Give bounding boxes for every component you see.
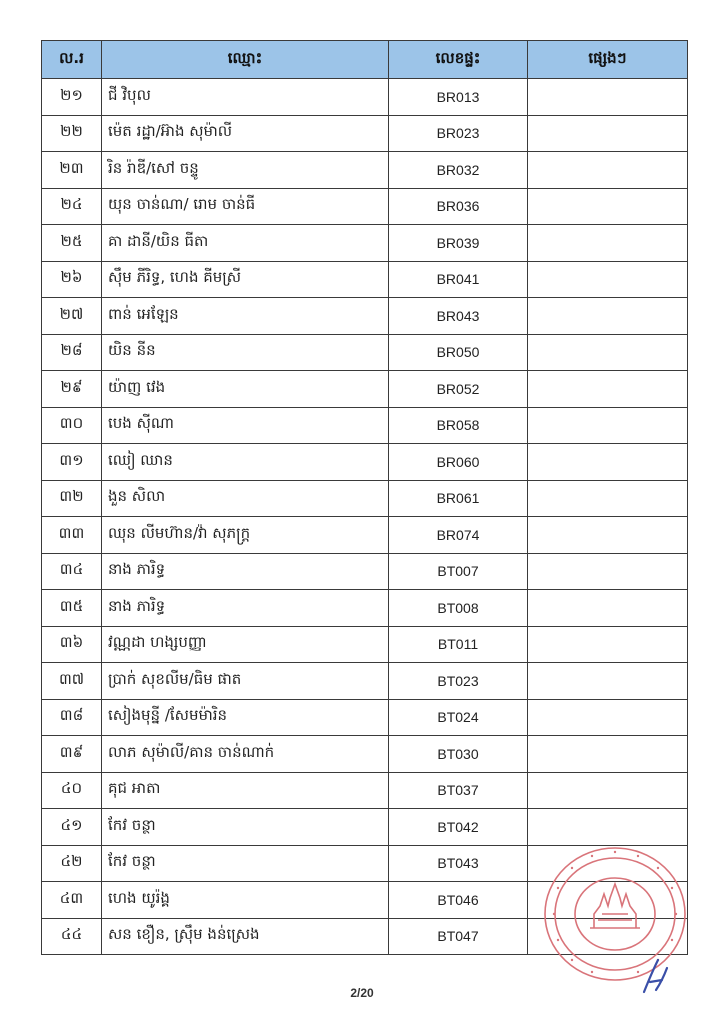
other-notes-cell <box>528 225 688 262</box>
row-number-cell: ៤២ <box>42 845 102 882</box>
other-notes-cell <box>528 407 688 444</box>
other-notes-cell <box>528 115 688 152</box>
other-notes-cell <box>528 809 688 846</box>
row-number-cell: ៣០ <box>42 407 102 444</box>
other-notes-cell <box>528 334 688 371</box>
house-number-cell: BT007 <box>389 553 528 590</box>
house-number-cell: BT043 <box>389 845 528 882</box>
table-row <box>42 480 688 517</box>
row-number-cell: ៤៤ <box>42 918 102 955</box>
resident-name-cell: លាភ សុម៉ាលី/គាន ចាន់ណាក់ <box>102 736 389 773</box>
resident-name-cell: ឈៀ ឈាន <box>102 444 389 481</box>
table-row <box>42 626 688 663</box>
table-row <box>42 298 688 335</box>
resident-name-cell: រិន រ៉ាឌី/សៅ ចន្ទូ <box>102 152 389 189</box>
resident-name-cell: នាង ភារិទ្ធ <box>102 553 389 590</box>
resident-name-cell: ជី វិបុល <box>102 79 389 116</box>
page-number: 2/20 <box>350 986 374 1000</box>
other-notes-cell <box>528 188 688 225</box>
table-row <box>42 79 688 116</box>
row-number-cell: ៤១ <box>42 809 102 846</box>
resident-name-cell: ឈុន លីមហ៊ាន/វ៉ា សុភក្រ្ត <box>102 517 389 554</box>
table-row <box>42 261 688 298</box>
other-notes-cell <box>528 553 688 590</box>
other-notes-cell <box>528 444 688 481</box>
table-header <box>42 41 688 79</box>
other-notes-cell <box>528 663 688 700</box>
house-number-cell: BT024 <box>389 699 528 736</box>
other-notes-cell <box>528 736 688 773</box>
header-row <box>42 41 688 79</box>
other-notes-cell <box>528 517 688 554</box>
resident-name-cell: វណ្ណដា ហង្សបញ្ញា <box>102 626 389 663</box>
table-row <box>42 334 688 371</box>
resident-name-cell: គា ដានី/យិន ធីតា <box>102 225 389 262</box>
table-row <box>42 772 688 809</box>
house-number-cell: BR039 <box>389 225 528 262</box>
table-row <box>42 809 688 846</box>
table-row <box>42 371 688 408</box>
resident-name-cell: សៀងមុន្នី /សែមម៉ារិន <box>102 699 389 736</box>
table-row <box>42 553 688 590</box>
house-number-cell: BT047 <box>389 918 528 955</box>
row-number-cell: ៣៦ <box>42 626 102 663</box>
house-number-cell: BT046 <box>389 882 528 919</box>
other-notes-cell <box>528 480 688 517</box>
house-number-cell: BR058 <box>389 407 528 444</box>
resident-name-cell: នាង ភារិទ្ធ <box>102 590 389 627</box>
house-number-cell: BR052 <box>389 371 528 408</box>
row-number-cell: ៣៥ <box>42 590 102 627</box>
header-house-number: លេខផ្ទះ <box>389 41 528 79</box>
row-number-cell: ៤៣ <box>42 882 102 919</box>
resident-table <box>41 40 688 955</box>
resident-name-cell: សន ខឿន, ស្រ៊ឹម ងន់ស្រេង <box>102 918 389 955</box>
house-number-cell: BR013 <box>389 79 528 116</box>
table-body <box>42 79 688 955</box>
resident-name-cell: ប្រាក់ សុខលីម/ធិម ផាត <box>102 663 389 700</box>
row-number-cell: ៣២ <box>42 480 102 517</box>
other-notes-cell <box>528 298 688 335</box>
house-number-cell: BT042 <box>389 809 528 846</box>
header-number: ល.រ <box>42 41 102 79</box>
row-number-cell: ២៧ <box>42 298 102 335</box>
house-number-cell: BR060 <box>389 444 528 481</box>
house-number-cell: BT037 <box>389 772 528 809</box>
house-number-cell: BR036 <box>389 188 528 225</box>
house-number-cell: BR023 <box>389 115 528 152</box>
house-number-cell: BT008 <box>389 590 528 627</box>
house-number-cell: BR050 <box>389 334 528 371</box>
table-row <box>42 736 688 773</box>
resident-name-cell: បេង ស៊ីណា <box>102 407 389 444</box>
header-other: ផ្សេងៗ <box>528 41 688 79</box>
other-notes-cell <box>528 371 688 408</box>
row-number-cell: ៣១ <box>42 444 102 481</box>
table-row <box>42 407 688 444</box>
table-row <box>42 663 688 700</box>
other-notes-cell <box>528 152 688 189</box>
other-notes-cell <box>528 699 688 736</box>
row-number-cell: ២៣ <box>42 152 102 189</box>
row-number-cell: ៤០ <box>42 772 102 809</box>
row-number-cell: ២៤ <box>42 188 102 225</box>
row-number-cell: ២៥ <box>42 225 102 262</box>
header-name: ឈ្មោះ <box>102 41 389 79</box>
other-notes-cell <box>528 772 688 809</box>
house-number-cell: BR074 <box>389 517 528 554</box>
house-number-cell: BT023 <box>389 663 528 700</box>
table-row <box>42 699 688 736</box>
resident-name-cell: យិន នីន <box>102 334 389 371</box>
table-row <box>42 444 688 481</box>
house-number-cell: BT011 <box>389 626 528 663</box>
resident-name-cell: គុជ អាតា <box>102 772 389 809</box>
resident-name-cell: ហេង យូរ៉ង្គ <box>102 882 389 919</box>
other-notes-cell <box>528 79 688 116</box>
resident-name-cell: យ៉ាញ វេង <box>102 371 389 408</box>
table-row <box>42 152 688 189</box>
house-number-cell: BR032 <box>389 152 528 189</box>
house-number-cell: BR041 <box>389 261 528 298</box>
table-row <box>42 115 688 152</box>
other-notes-cell <box>528 261 688 298</box>
resident-name-cell: កែវ ចន្ថា <box>102 845 389 882</box>
row-number-cell: ២១ <box>42 79 102 116</box>
table-row <box>42 188 688 225</box>
row-number-cell: ២៨ <box>42 334 102 371</box>
row-number-cell: ២២ <box>42 115 102 152</box>
resident-name-cell: ម៉េត រដ្ឋា/អ៊ាង សុម៉ាលី <box>102 115 389 152</box>
row-number-cell: ៣៣ <box>42 517 102 554</box>
row-number-cell: ២៦ <box>42 261 102 298</box>
table-row <box>42 590 688 627</box>
row-number-cell: ៣៤ <box>42 553 102 590</box>
other-notes-cell <box>528 590 688 627</box>
row-number-cell: ៣៧ <box>42 663 102 700</box>
row-number-cell: ៣៨ <box>42 699 102 736</box>
table-row <box>42 517 688 554</box>
resident-name-cell: កែវ ចន្ថា <box>102 809 389 846</box>
resident-name-cell: យុន ចាន់ណា/ រោម ចាន់ធី <box>102 188 389 225</box>
other-notes-cell <box>528 626 688 663</box>
resident-name-cell: ពាន់ អេឡែន <box>102 298 389 335</box>
row-number-cell: ២៩ <box>42 371 102 408</box>
resident-name-cell: ងួន សិលា <box>102 480 389 517</box>
house-number-cell: BR043 <box>389 298 528 335</box>
house-number-cell: BT030 <box>389 736 528 773</box>
resident-name-cell: ស៊ឹម ភីរិទ្ធ, ហេង គីមស្រី <box>102 261 389 298</box>
row-number-cell: ៣៩ <box>42 736 102 773</box>
house-number-cell: BR061 <box>389 480 528 517</box>
table-row <box>42 225 688 262</box>
